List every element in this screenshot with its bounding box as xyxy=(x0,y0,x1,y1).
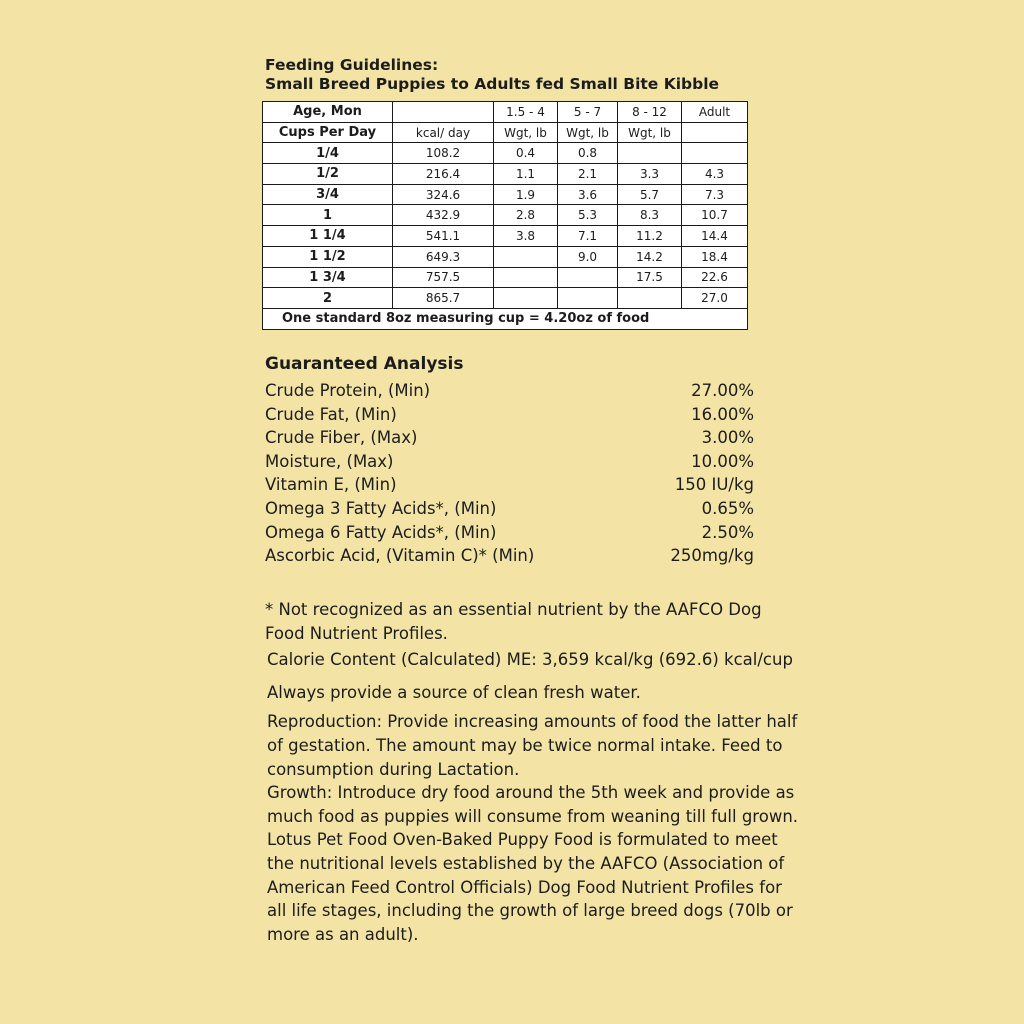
notes-section xyxy=(265,598,805,946)
table-cell: 1/4 xyxy=(263,143,393,164)
analysis-row xyxy=(265,497,754,521)
table-cell: 22.6 xyxy=(682,267,748,288)
table-cell: 7.1 xyxy=(558,226,618,247)
nutrient-name: Moisture, (Max) xyxy=(265,451,394,471)
table-row xyxy=(263,246,748,267)
table-cell: 865.7 xyxy=(393,288,494,309)
nutrient-name: Omega 6 Fatty Acids*, (Min) xyxy=(265,522,497,542)
nutrient-value: 16.00% xyxy=(691,404,754,424)
table-cell: 649.3 xyxy=(393,246,494,267)
table-cell xyxy=(558,267,618,288)
table-cell: 432.9 xyxy=(393,205,494,226)
table-cell: Age, Mon xyxy=(263,102,393,123)
table-cell: 2.1 xyxy=(558,164,618,185)
table-header-row xyxy=(263,102,748,123)
nutrient-name: Crude Fiber, (Max) xyxy=(265,428,418,448)
table-row xyxy=(263,205,748,226)
table-cell: 4.3 xyxy=(682,164,748,185)
nutrient-value: 150 IU/kg xyxy=(674,475,754,495)
table-cell: 1 xyxy=(263,205,393,226)
nutrient-value: 2.50% xyxy=(701,522,754,542)
table-cell: 17.5 xyxy=(618,267,682,288)
guaranteed-analysis-title: Guaranteed Analysis xyxy=(265,354,464,374)
feeding-guidelines-title: Feeding Guidelines: xyxy=(265,56,439,74)
nutrient-value: 3.00% xyxy=(701,428,754,448)
table-cell: 8 - 12 xyxy=(618,102,682,123)
table-cell: 108.2 xyxy=(393,143,494,164)
table-cell: 2 xyxy=(263,288,393,309)
table-cell: 1.9 xyxy=(494,184,558,205)
analysis-row xyxy=(265,473,754,497)
table-cell: Adult xyxy=(682,102,748,123)
table-cell xyxy=(494,246,558,267)
analysis-row xyxy=(265,379,754,403)
table-cell xyxy=(618,143,682,164)
table-header-row xyxy=(263,122,748,143)
calorie-content: Calorie Content (Calculated) ME: 3,659 kcal/kg (692.6) kcal/cup xyxy=(267,650,793,670)
table-cell: kcal/ day xyxy=(393,122,494,143)
table-cell xyxy=(494,288,558,309)
nutrient-value: 250mg/kg xyxy=(670,546,754,566)
table-cell: 324.6 xyxy=(393,184,494,205)
table-cell: 18.4 xyxy=(682,246,748,267)
measuring-cup-note: One standard 8oz measuring cup = 4.20oz of food xyxy=(263,308,748,329)
growth-note: Growth: Introduce dry food around the 5th week and provide as much food as puppies will consume from weaning till full grown. xyxy=(267,783,799,826)
table-cell: 1 1/2 xyxy=(263,246,393,267)
table-cell: 10.7 xyxy=(682,205,748,226)
nutrient-name: Vitamin E, (Min) xyxy=(265,475,397,495)
table-cell: Cups Per Day xyxy=(263,122,393,143)
table-cell: 5.3 xyxy=(558,205,618,226)
nutrient-name: Ascorbic Acid, (Vitamin C)* (Min) xyxy=(265,546,535,566)
guaranteed-analysis-list xyxy=(265,379,754,568)
table-cell xyxy=(682,122,748,143)
table-cell xyxy=(558,288,618,309)
table-cell: 14.4 xyxy=(682,226,748,247)
table-cell: 3.8 xyxy=(494,226,558,247)
table-cell: 1.5 - 4 xyxy=(494,102,558,123)
analysis-row xyxy=(265,450,754,474)
table-cell: 1 1/4 xyxy=(263,226,393,247)
table-cell: 7.3 xyxy=(682,184,748,205)
table-cell: 757.5 xyxy=(393,267,494,288)
table-cell: Wgt, lb xyxy=(558,122,618,143)
nutrient-value: 27.00% xyxy=(691,381,754,400)
table-cell: Wgt, lb xyxy=(618,122,682,143)
analysis-row xyxy=(265,521,754,545)
table-cell xyxy=(618,288,682,309)
table-cell: 8.3 xyxy=(618,205,682,226)
table-row xyxy=(263,184,748,205)
nutrient-name: Omega 3 Fatty Acids*, (Min) xyxy=(265,498,497,518)
feeding-table xyxy=(262,101,748,330)
nutrient-value: 10.00% xyxy=(691,451,754,471)
table-cell xyxy=(494,267,558,288)
lotus-statement: Lotus Pet Food Oven-Baked Puppy Food is formulated to meet the nutritional levels established by the AAFCO (Association of American Feed Control Officials) Dog Food Nutrient Profiles for all life stages, including the growth of large breed dogs (70lb or more as an adult). xyxy=(267,830,793,944)
table-cell: 216.4 xyxy=(393,164,494,185)
analysis-row xyxy=(265,403,754,427)
feeding-guidelines-subtitle: Small Breed Puppies to Adults fed Small Bite Kibble xyxy=(265,75,720,93)
nutrient-name: Crude Protein, (Min) xyxy=(265,381,431,400)
table-cell: 9.0 xyxy=(558,246,618,267)
nutrient-value: 0.65% xyxy=(701,498,754,518)
table-cell: 27.0 xyxy=(682,288,748,309)
table-cell: 2.8 xyxy=(494,205,558,226)
analysis-row xyxy=(265,426,754,450)
aafco-footnote: * Not recognized as an essential nutrient by the AAFCO Dog Food Nutrient Profiles. xyxy=(265,600,762,643)
table-cell: 5.7 xyxy=(618,184,682,205)
table-cell: 3.3 xyxy=(618,164,682,185)
table-cell: 0.8 xyxy=(558,143,618,164)
feeding-guidelines-heading xyxy=(265,56,719,94)
water-note: Always provide a source of clean fresh water. xyxy=(267,682,641,702)
table-cell: Wgt, lb xyxy=(494,122,558,143)
table-cell: 11.2 xyxy=(618,226,682,247)
table-row xyxy=(263,267,748,288)
reproduction-note: Reproduction: Provide increasing amounts of food the latter half of gestation. The amount may be twice normal intake. Feed to consumption during Lactation. xyxy=(267,712,798,779)
table-cell: 1.1 xyxy=(494,164,558,185)
table-row xyxy=(263,226,748,247)
table-cell: 14.2 xyxy=(618,246,682,267)
table-cell: 0.4 xyxy=(494,143,558,164)
table-row xyxy=(263,164,748,185)
table-footer-row xyxy=(263,308,748,329)
analysis-row xyxy=(265,544,754,568)
table-cell xyxy=(393,102,494,123)
table-cell: 3/4 xyxy=(263,184,393,205)
feeding-table-body xyxy=(263,102,748,309)
table-cell xyxy=(682,143,748,164)
table-cell: 541.1 xyxy=(393,226,494,247)
table-cell: 3.6 xyxy=(558,184,618,205)
table-cell: 1 3/4 xyxy=(263,267,393,288)
table-cell: 1/2 xyxy=(263,164,393,185)
table-cell: 5 - 7 xyxy=(558,102,618,123)
table-row xyxy=(263,143,748,164)
table-row xyxy=(263,288,748,309)
nutrient-name: Crude Fat, (Min) xyxy=(265,404,397,424)
